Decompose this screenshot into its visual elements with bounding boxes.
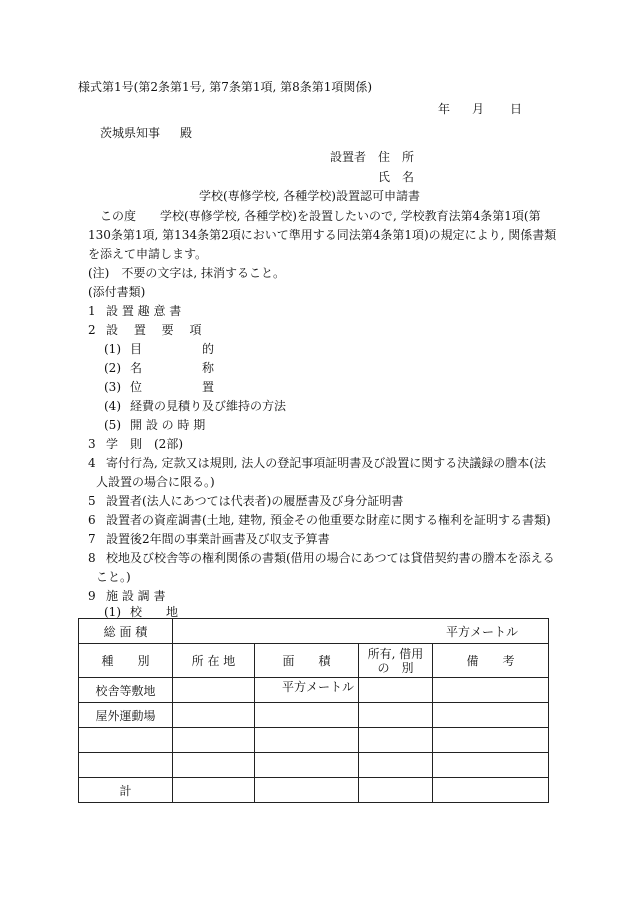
table-row bbox=[79, 703, 549, 728]
row-location[interactable] bbox=[173, 703, 255, 728]
body-line-2: 130条第1項, 第134条第2項において準用する同法第4条第1項)の規定により, 関係書類 bbox=[88, 228, 557, 242]
site-table bbox=[78, 618, 549, 803]
honorific: 殿 bbox=[180, 126, 193, 140]
row-area[interactable] bbox=[255, 728, 359, 753]
row-type: 屋外運動場 bbox=[79, 703, 173, 728]
item-1-num: 1 bbox=[88, 304, 96, 318]
item-2-sub-3-num: (3) bbox=[104, 380, 121, 394]
row-type[interactable] bbox=[79, 728, 173, 753]
total-area-row bbox=[79, 619, 549, 644]
total-remarks[interactable] bbox=[433, 778, 549, 803]
row-area[interactable] bbox=[255, 703, 359, 728]
item-2-sub-5-num: (5) bbox=[104, 418, 121, 432]
form-header: 様式第1号(第2条第1号, 第7条第1項, 第8条第1項関係) bbox=[78, 80, 373, 94]
table-row bbox=[79, 728, 549, 753]
item-2-sub-2-num: (2) bbox=[104, 361, 121, 375]
row-type[interactable] bbox=[79, 753, 173, 778]
total-area-unit: 平方メートル bbox=[173, 619, 549, 644]
item-2-sub-5-text: 開 設 の 時 期 bbox=[130, 418, 206, 432]
item-9-text: 施 設 調 書 bbox=[106, 589, 166, 603]
header-row bbox=[79, 644, 549, 678]
row-remarks[interactable] bbox=[433, 753, 549, 778]
header-remarks: 備 考 bbox=[433, 644, 549, 678]
row-area[interactable] bbox=[255, 753, 359, 778]
item-6-num: 6 bbox=[88, 513, 96, 527]
row-area-unit: 平方メートル bbox=[255, 678, 359, 703]
item-7-text: 設置後2年間の事業計画書及び収支予算書 bbox=[106, 532, 330, 546]
header-location: 所 在 地 bbox=[173, 644, 255, 678]
item-2-sub-4-text: 経費の見積り及び維持の方法 bbox=[130, 399, 287, 413]
item-2-sub-1-num: (1) bbox=[104, 342, 121, 356]
item-1-text: 設 置 趣 意 書 bbox=[106, 304, 182, 318]
item-7-num: 7 bbox=[88, 532, 96, 546]
item-6-text: 設置者の資産調書(土地, 建物, 預金その他重要な財産に関する権利を証明する書類) bbox=[106, 513, 551, 527]
item-5-text: 設置者(法人にあつては代表者)の履歴書及び身分証明書 bbox=[106, 494, 404, 508]
item-5-num: 5 bbox=[88, 494, 96, 508]
row-location[interactable] bbox=[173, 728, 255, 753]
item-2-sub-1-b: 的 bbox=[202, 342, 215, 356]
row-location[interactable] bbox=[173, 678, 255, 703]
row-remarks[interactable] bbox=[433, 678, 549, 703]
item-9-num: 9 bbox=[88, 589, 96, 603]
item-8-line-2: こと。) bbox=[96, 570, 131, 584]
header-ownership-line-2: の 別 bbox=[377, 660, 414, 675]
item-4-num: 4 bbox=[88, 456, 96, 470]
total-area[interactable] bbox=[255, 778, 359, 803]
attachments-heading: (添付書類) bbox=[88, 285, 146, 299]
header-area: 面 積 bbox=[255, 644, 359, 678]
item-2-sub-3-b: 置 bbox=[202, 380, 215, 394]
applicant-address-label: 住 所 bbox=[378, 150, 415, 164]
item-4-line-1: 寄付行為, 定款又は規則, 法人の登記事項証明書及び設置に関する決議録の謄本(法 bbox=[106, 456, 546, 470]
note: (注) 不要の文字は, 抹消すること。 bbox=[88, 266, 285, 280]
row-type: 校舎等敷地 bbox=[79, 678, 173, 703]
row-ownership[interactable] bbox=[359, 678, 433, 703]
body-line-1: この度 学校(専修学校, 各種学校)を設置したいので, 学校教育法第4条第1項(第 bbox=[100, 209, 541, 223]
row-ownership[interactable] bbox=[359, 703, 433, 728]
item-2-sub-2-a: 名 bbox=[130, 361, 143, 375]
total-location[interactable] bbox=[173, 778, 255, 803]
item-9-sub-1-num: (1) bbox=[104, 605, 121, 619]
applicant-name-label: 氏 名 bbox=[378, 170, 415, 184]
row-ownership[interactable] bbox=[359, 753, 433, 778]
table-row bbox=[79, 753, 549, 778]
header-ownership-line-1: 所有, 借用 bbox=[367, 646, 424, 661]
row-ownership[interactable] bbox=[359, 728, 433, 753]
total-label: 計 bbox=[79, 778, 173, 803]
body-line-3: を添えて申請します。 bbox=[88, 247, 208, 261]
document-title: 学校(専修学校, 各種学校)設置認可申請書 bbox=[199, 189, 420, 203]
total-row bbox=[79, 778, 549, 803]
header-ownership bbox=[359, 644, 433, 678]
item-3-text: 学 則 (2部) bbox=[106, 437, 183, 451]
item-2-sub-1-a: 目 bbox=[130, 342, 143, 356]
item-4-line-2: 人設置の場合に限る。) bbox=[96, 475, 215, 489]
item-2-sub-3-a: 位 bbox=[130, 380, 143, 394]
row-remarks[interactable] bbox=[433, 728, 549, 753]
total-ownership[interactable] bbox=[359, 778, 433, 803]
addressee: 茨城県知事 bbox=[100, 126, 161, 140]
date-year-label: 年 bbox=[438, 102, 451, 116]
item-2-text: 設 置 要 項 bbox=[106, 323, 208, 337]
item-8-num: 8 bbox=[88, 551, 96, 565]
header-type: 種 別 bbox=[79, 644, 173, 678]
total-area-label: 総 面 積 bbox=[79, 619, 173, 644]
item-3-num: 3 bbox=[88, 437, 96, 451]
date-day-label: 日 bbox=[510, 102, 523, 116]
applicant-label: 設置者 bbox=[330, 150, 367, 164]
date-month-label: 月 bbox=[472, 102, 485, 116]
row-remarks[interactable] bbox=[433, 703, 549, 728]
row-location[interactable] bbox=[173, 753, 255, 778]
table-row bbox=[79, 678, 549, 703]
item-2-num: 2 bbox=[88, 323, 96, 337]
item-2-sub-2-b: 称 bbox=[202, 361, 215, 375]
item-2-sub-4-num: (4) bbox=[104, 399, 121, 413]
item-9-sub-1-text: 校 地 bbox=[130, 605, 179, 619]
item-8-line-1: 校地及び校舎等の権利関係の書類(借用の場合にあつては貸借契約書の謄本を添える bbox=[106, 551, 555, 565]
